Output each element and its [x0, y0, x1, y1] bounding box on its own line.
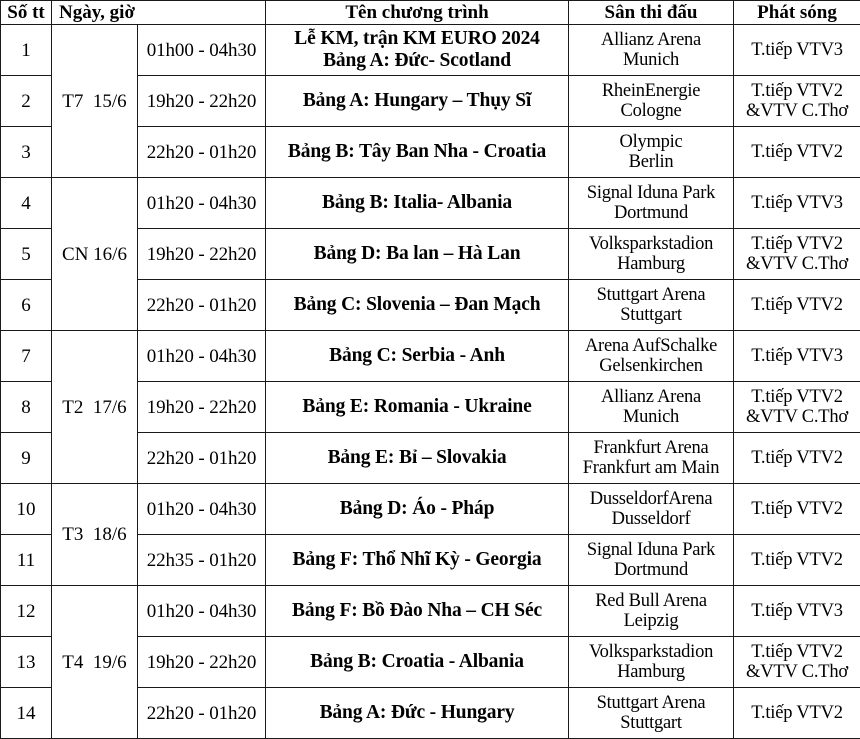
cell-row-number: 4 [1, 178, 52, 229]
cell-time: 22h20 - 01h20 [138, 433, 266, 484]
cell-time: 19h20 - 22h20 [138, 76, 266, 127]
cell-row-number: 13 [1, 637, 52, 688]
table-row [1, 586, 860, 637]
cell-program-line1: Bảng A: Đức - Hungary [320, 702, 515, 723]
cell-venue [569, 382, 734, 433]
cell-row-number: 14 [1, 688, 52, 739]
cell-program-line1: Bảng C: Serbia - Anh [329, 345, 505, 366]
cell-broadcast [734, 382, 860, 433]
cell-venue-line1: Allianz Arena [601, 387, 701, 407]
cell-program-line1: Bảng A: Hungary – Thụy Sĩ [303, 90, 531, 111]
cell-venue-line2: Munich [572, 50, 730, 71]
cell-time: 01h20 - 04h30 [138, 586, 266, 637]
cell-time: 01h20 - 04h30 [138, 331, 266, 382]
cell-row-number: 11 [1, 535, 52, 586]
cell-venue [569, 586, 734, 637]
cell-row-number: 8 [1, 382, 52, 433]
cell-time: 19h20 - 22h20 [138, 382, 266, 433]
cell-broadcast-line1: T.tiếp VTV2 [751, 295, 843, 315]
cell-venue-line2: Cologne [572, 101, 730, 122]
cell-broadcast-line1: T.tiếp VTV2 [751, 81, 843, 101]
cell-row-number: 7 [1, 331, 52, 382]
cell-venue-line2: Stuttgart [572, 305, 730, 326]
cell-row-number: 3 [1, 127, 52, 178]
cell-program-line1: Bảng B: Tây Ban Nha - Croatia [288, 141, 546, 162]
cell-broadcast [734, 229, 860, 280]
cell-venue [569, 484, 734, 535]
cell-day-group: CN 16/6 [52, 178, 138, 331]
cell-venue-line1: DusseldorfArena [590, 489, 713, 509]
cell-broadcast-line1: T.tiếp VTV2 [751, 234, 843, 254]
cell-broadcast-line1: T.tiếp VTV3 [751, 193, 843, 213]
cell-program-line1: Bảng E: Bỉ – Slovakia [328, 447, 507, 468]
cell-broadcast-line1: T.tiếp VTV2 [751, 142, 843, 162]
cell-broadcast-line1: T.tiếp VTV3 [751, 346, 843, 366]
cell-venue [569, 280, 734, 331]
cell-venue-line1: RheinEnergie [602, 81, 700, 101]
cell-time: 01h20 - 04h30 [138, 484, 266, 535]
cell-venue [569, 331, 734, 382]
cell-program-line1: Bảng B: Italia- Albania [322, 192, 512, 213]
cell-venue [569, 178, 734, 229]
cell-program [266, 25, 569, 76]
cell-broadcast [734, 127, 860, 178]
column-header-venue: Sân thi đấu [569, 1, 734, 25]
cell-broadcast [734, 586, 860, 637]
cell-day-group: T3 18/6 [52, 484, 138, 586]
cell-broadcast-line2: &VTV C.Thơ [737, 407, 857, 428]
cell-program [266, 586, 569, 637]
cell-program [266, 127, 569, 178]
cell-broadcast [734, 76, 860, 127]
cell-venue [569, 25, 734, 76]
cell-broadcast [734, 484, 860, 535]
cell-venue-line2: Leipzig [572, 611, 730, 632]
cell-venue-line1: Allianz Arena [601, 30, 701, 50]
cell-row-number: 12 [1, 586, 52, 637]
cell-venue-line1: Volksparkstadion [589, 642, 713, 662]
cell-venue-line1: Frankfurt Arena [594, 438, 709, 458]
column-header-broadcast: Phát sóng [734, 1, 860, 25]
cell-venue-line1: Olympic [620, 132, 683, 152]
cell-venue-line2: Dusseldorf [572, 509, 730, 530]
cell-broadcast-line1: T.tiếp VTV3 [751, 601, 843, 621]
cell-program-line1: Bảng D: Ba lan – Hà Lan [314, 243, 521, 264]
cell-venue [569, 229, 734, 280]
cell-time: 01h00 - 04h30 [138, 25, 266, 76]
cell-program-line1: Bảng B: Croatia - Albania [310, 651, 524, 672]
cell-day-group: T4 19/6 [52, 586, 138, 739]
cell-venue-line1: Stuttgart Arena [597, 693, 706, 713]
cell-row-number: 5 [1, 229, 52, 280]
cell-broadcast-line1: T.tiếp VTV2 [751, 499, 843, 519]
cell-program [266, 76, 569, 127]
cell-broadcast [734, 535, 860, 586]
cell-venue-line2: Hamburg [572, 254, 730, 275]
cell-broadcast [734, 331, 860, 382]
cell-time: 22h20 - 01h20 [138, 688, 266, 739]
cell-venue [569, 76, 734, 127]
cell-broadcast-line1: T.tiếp VTV2 [751, 387, 843, 407]
table-body [1, 25, 860, 739]
cell-venue-line2: Dortmund [572, 560, 730, 581]
cell-broadcast-line2: &VTV C.Thơ [737, 662, 857, 683]
table-row [1, 25, 860, 76]
cell-row-number: 2 [1, 76, 52, 127]
cell-venue-line2: Frankfurt am Main [572, 458, 730, 479]
cell-broadcast [734, 688, 860, 739]
cell-broadcast [734, 178, 860, 229]
cell-broadcast [734, 280, 860, 331]
cell-broadcast-line1: T.tiếp VTV2 [751, 550, 843, 570]
cell-program-line1: Bảng D: Áo - Pháp [340, 498, 495, 519]
cell-program [266, 484, 569, 535]
cell-venue-line1: Red Bull Arena [595, 591, 707, 611]
cell-broadcast-line1: T.tiếp VTV2 [751, 448, 843, 468]
table-header [1, 1, 860, 25]
cell-row-number: 1 [1, 25, 52, 76]
cell-broadcast-line1: T.tiếp VTV2 [751, 642, 843, 662]
cell-day-group: T7 15/6 [52, 25, 138, 178]
table-row [1, 331, 860, 382]
cell-time: 19h20 - 22h20 [138, 229, 266, 280]
column-header-day-time: Ngày, giờ [52, 1, 266, 25]
cell-broadcast [734, 637, 860, 688]
table-row [1, 484, 860, 535]
cell-program-line2: Bảng A: Đức- Scotland [269, 50, 565, 72]
cell-program [266, 331, 569, 382]
header-row [1, 1, 860, 25]
cell-program [266, 229, 569, 280]
column-header-program: Tên chương trình [266, 1, 569, 25]
cell-venue-line1: Signal Iduna Park [587, 183, 715, 203]
cell-program-line1: Bảng F: Bồ Đào Nha – CH Séc [292, 600, 542, 621]
cell-program [266, 382, 569, 433]
cell-venue [569, 637, 734, 688]
cell-time: 22h20 - 01h20 [138, 280, 266, 331]
cell-broadcast-line2: &VTV C.Thơ [737, 101, 857, 122]
cell-venue-line2: Berlin [572, 152, 730, 173]
cell-venue [569, 535, 734, 586]
cell-venue-line2: Dortmund [572, 203, 730, 224]
cell-program-line1: Bảng F: Thổ Nhĩ Kỳ - Georgia [293, 549, 542, 570]
cell-venue-line1: Arena AufSchalke [585, 336, 717, 356]
cell-venue-line1: Stuttgart Arena [597, 285, 706, 305]
cell-row-number: 10 [1, 484, 52, 535]
cell-venue-line2: Gelsenkirchen [572, 356, 730, 377]
cell-program-line1: Lễ KM, trận KM EURO 2024 [294, 28, 540, 49]
cell-time: 19h20 - 22h20 [138, 637, 266, 688]
cell-time: 22h35 - 01h20 [138, 535, 266, 586]
cell-broadcast-line2: &VTV C.Thơ [737, 254, 857, 275]
cell-program [266, 280, 569, 331]
table-row [1, 178, 860, 229]
cell-program [266, 178, 569, 229]
cell-broadcast [734, 25, 860, 76]
cell-venue-line2: Hamburg [572, 662, 730, 683]
cell-row-number: 6 [1, 280, 52, 331]
cell-venue [569, 127, 734, 178]
cell-venue-line1: Signal Iduna Park [587, 540, 715, 560]
cell-time: 22h20 - 01h20 [138, 127, 266, 178]
cell-broadcast-line1: T.tiếp VTV3 [751, 40, 843, 60]
cell-day-group: T2 17/6 [52, 331, 138, 484]
column-header-number: Số tt [1, 1, 52, 25]
cell-program [266, 535, 569, 586]
cell-broadcast [734, 433, 860, 484]
cell-program [266, 433, 569, 484]
cell-venue-line2: Munich [572, 407, 730, 428]
cell-venue [569, 688, 734, 739]
cell-program-line1: Bảng C: Slovenia – Đan Mạch [294, 294, 541, 315]
cell-time: 01h20 - 04h30 [138, 178, 266, 229]
cell-program [266, 688, 569, 739]
cell-broadcast-line1: T.tiếp VTV2 [751, 703, 843, 723]
cell-venue [569, 433, 734, 484]
cell-program-line1: Bảng E: Romania - Ukraine [302, 396, 531, 417]
cell-venue-line1: Volksparkstadion [589, 234, 713, 254]
cell-program [266, 637, 569, 688]
cell-row-number: 9 [1, 433, 52, 484]
cell-venue-line2: Stuttgart [572, 713, 730, 734]
